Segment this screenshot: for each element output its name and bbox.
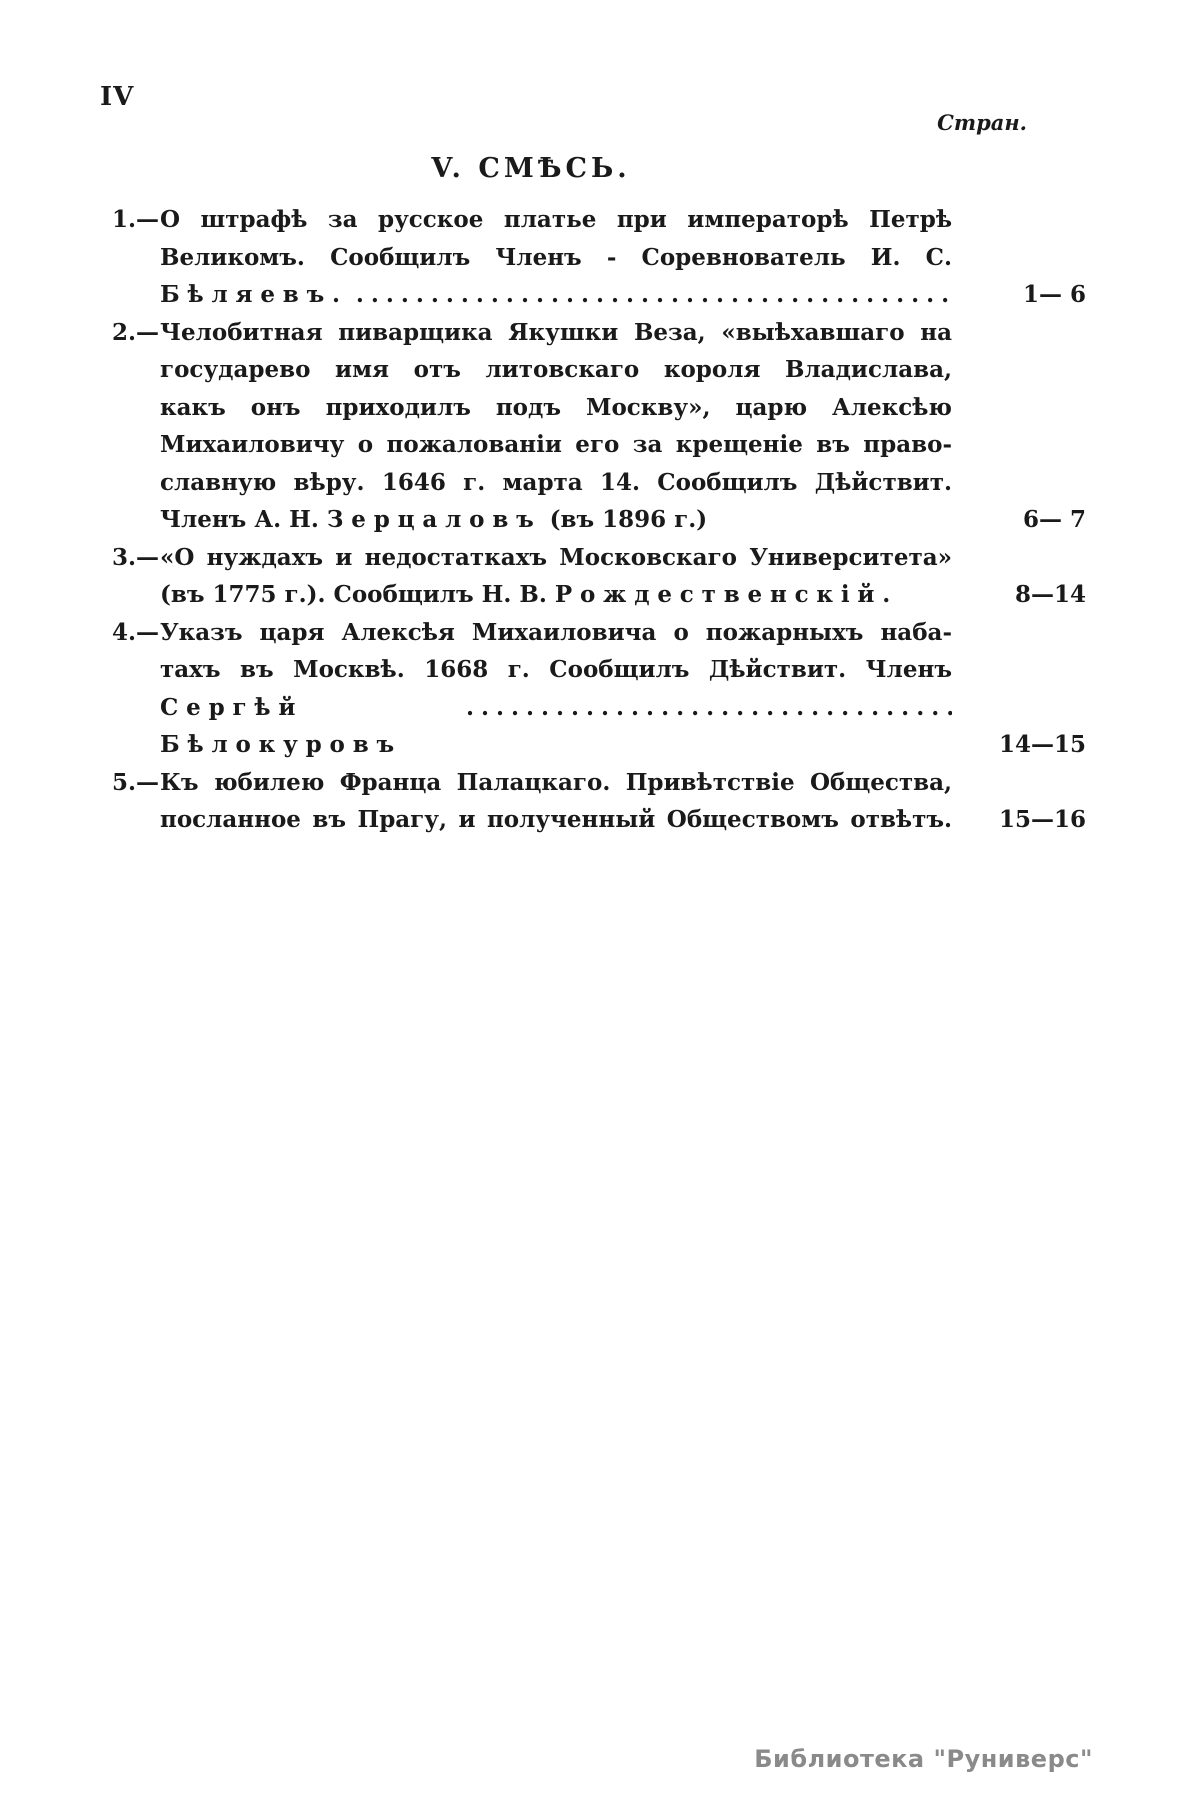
toc-entry-text [112,539,952,614]
contributor-name: Зерцаловъ [326,506,542,533]
contributor-name: Рождественскій. [554,581,899,608]
page-folio: IV [100,82,135,112]
toc-entry-line [112,314,952,352]
toc-entry [112,764,1092,839]
toc-entry-number: 1.— [112,206,160,233]
toc-entry-line [112,201,952,239]
contributor-name: Сергѣй Бѣлокуровъ [160,693,402,758]
toc-entry-line [112,539,952,577]
toc-entry-segment: тахъ въ Москвѣ. 1668 г. Сообщилъ Дѣйствит. Членъ [160,656,952,683]
toc-entry-segment: Михаиловичу о пожалованіи его за крещеніе въ право- [160,431,952,458]
toc-entry-segment: Къ юбилею Франца Палацкаго. Привѣтствіе Общества, [160,768,952,796]
toc-entry-segment: Челобитная пиварщика Якушки Веза, «выѣхавшаго на [160,318,952,346]
toc-entry-pages: 14—15 [998,731,1086,758]
toc-entry-line [160,576,952,614]
toc-entry-segment: (въ 1896 г.) [541,506,708,533]
toc-entry-text [112,314,952,539]
toc-entry-number: 3.— [112,543,160,571]
toc-entry-pages: 15—16 [998,806,1086,833]
toc-entry-segment: посланное въ Прагу, и полученный Обществомъ отвѣтъ. [160,806,952,833]
toc-entry-line [112,614,952,652]
library-watermark: Библиотека "Руниверс" [754,1745,1093,1773]
toc-entry-text [112,201,952,314]
toc-entry-line [160,389,952,427]
toc-entry-number: 4.— [112,618,160,646]
toc-entry-line [160,239,952,277]
toc-entry-segment: славную вѣру. 1646 г. марта 14. Сообщилъ Дѣйствит. [160,468,952,496]
toc-entry-line [160,276,952,314]
toc-entry-segment: государево имя отъ литовскаго короля Владислава, [160,356,952,383]
toc-entry-segment: «О нуждахъ и недостаткахъ Московскаго Университета» [160,543,952,571]
toc-entry-segment: Указъ царя Алексѣя Михаиловича о пожарныхъ наба- [160,618,952,646]
section-title: V. СМѢСЬ. [431,153,631,184]
toc-entry-pages: 6— 7 [1022,506,1086,533]
toc-entry-segment: Членъ А. Н. [160,506,327,533]
toc-entry-text [112,614,952,764]
toc-entry-line [160,351,952,389]
toc-entry-line [160,801,952,839]
toc-entry-line [160,689,952,764]
toc-entry-line [160,426,952,464]
toc-entry-segment: какъ онъ приходилъ подъ Москву», царю Алексѣю [160,393,952,421]
toc-entry-pages: 1— 6 [1022,281,1086,308]
toc-entry-line [112,764,952,802]
toc-entry [112,201,1092,314]
toc-entry-segment: Великомъ. Сообщилъ Членъ - Соревнователь И. С. [160,243,952,271]
toc-entry-line [160,651,952,689]
dot-leader [466,689,952,727]
toc-entry [112,314,1092,539]
pages-column-header: Стран. [937,110,1027,135]
toc-entry-text [112,764,952,839]
toc-entry [112,539,1092,614]
toc [112,201,1092,839]
toc-entry-pages: 8—14 [1014,581,1086,608]
dot-leader [356,276,952,314]
toc-entry-line [160,464,952,502]
toc-entry-segment: О штрафѣ за русское платье при императорѣ Петрѣ [160,206,952,233]
toc-entry-number: 5.— [112,768,160,796]
contributor-name: Бѣляевъ. [160,281,348,308]
toc-entry-segment: (въ 1775 г.). Сообщилъ Н. В. [160,581,555,608]
toc-entry [112,614,1092,764]
toc-entry-line [160,501,952,539]
toc-entry-number: 2.— [112,318,160,346]
